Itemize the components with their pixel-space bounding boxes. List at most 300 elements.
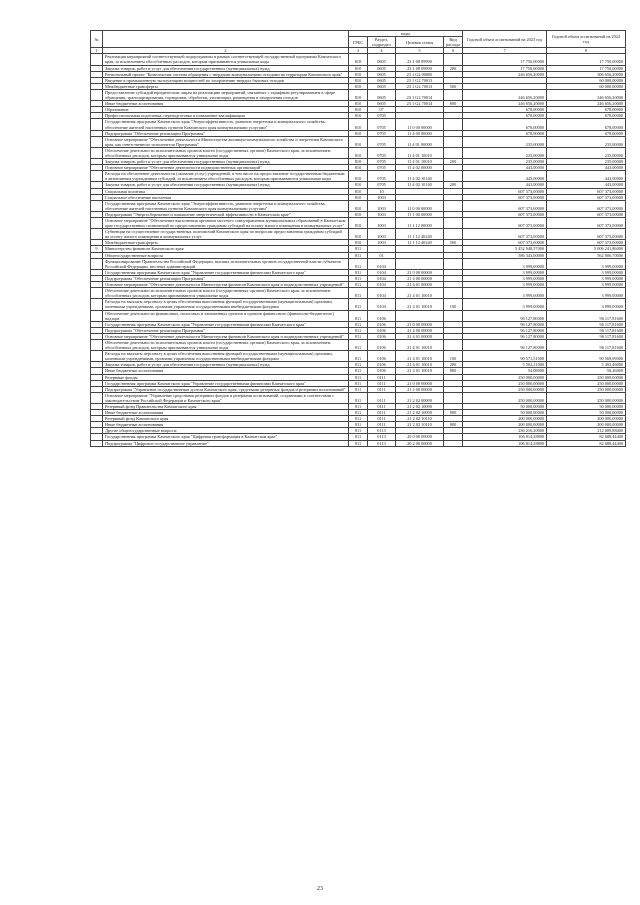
- amount-2024: 60 000,00000: [547, 77, 626, 83]
- section-code: 0104: [368, 288, 396, 299]
- column-index: 7: [463, 48, 547, 54]
- section-code: 0605: [368, 54, 396, 65]
- section-code: 0111: [368, 422, 396, 428]
- section-code: 0104: [368, 275, 396, 281]
- section-code: 1003: [368, 211, 396, 217]
- amount-2024: 17 750,00000: [547, 65, 626, 71]
- target-article-code: 20 2 00 00000: [396, 440, 444, 446]
- amount-2024: 607 373,00000: [547, 188, 626, 194]
- amount-2023: 3 999,00000: [463, 275, 547, 281]
- amount-2023: 607 373,00000: [463, 229, 547, 240]
- amount-2024: 96 117,81600: [547, 333, 626, 339]
- expense-name: Закупка товаров, работ и услуг для обеспечения государственных (муниципальных) нужд: [103, 362, 349, 368]
- amount-2023: 3 999,00000: [463, 258, 547, 269]
- section-code: 0106: [368, 368, 396, 374]
- section-code: 0111: [368, 416, 396, 422]
- target-article-code: 21 2 02 10090: [396, 404, 444, 410]
- expense-name: Межбюджетные трансферты: [103, 240, 349, 246]
- expense-name: Государственная программа Камчатского края "Управление государственными финансами Камчатского края": [103, 321, 349, 327]
- expense-name: Региональный проект "Комплексная система обращения с твердыми коммунальными отходами на территории Камчатского края": [103, 71, 349, 77]
- header-cs: Целевая статья: [396, 37, 444, 48]
- expense-name: Подпрограмма "Управление государственным долгом Камчатского края, средствами резервных фондов и резервами ассигнований": [103, 386, 349, 392]
- expense-name: Социальная политика: [103, 188, 349, 194]
- amount-2023: 678,00000: [463, 113, 547, 119]
- amount-2023: 678,00000: [463, 130, 547, 136]
- amount-2024: 96 117,81600: [547, 310, 626, 321]
- column-index: 2: [103, 48, 349, 54]
- grbs-code: 810: [349, 240, 368, 246]
- amount-2024: 5 006 241,86000: [547, 246, 626, 252]
- amount-2023: 443,00000: [463, 182, 547, 188]
- expense-type-code: 200: [444, 159, 463, 165]
- section-code: 0106: [368, 362, 396, 368]
- expense-name: Государственная программа Камчатского края "Управление государственными финансами Камчатского края": [103, 269, 349, 275]
- section-code: 0605: [368, 83, 396, 89]
- expense-type-code: [444, 440, 463, 446]
- section-code: 0705: [368, 147, 396, 158]
- grbs-code: 810: [349, 119, 368, 130]
- row-number: [91, 136, 103, 147]
- table-row: [91, 54, 626, 65]
- target-article-code: 11 4 00 00000: [396, 130, 444, 136]
- expense-type-code: 100: [444, 351, 463, 362]
- target-article-code: [396, 258, 444, 269]
- expense-name: Подпрограмма "Обеспечение реализации Программы": [103, 327, 349, 333]
- target-article-code: [396, 310, 444, 321]
- target-article-code: 23 1 G2 70014: [396, 89, 444, 100]
- amount-2024: 250 000,00000: [547, 380, 626, 386]
- header-2024: Годовой объем ассигнований на 2024 год: [547, 31, 626, 48]
- grbs-code: 811: [349, 282, 368, 288]
- target-article-code: 20 0 00 00000: [396, 434, 444, 440]
- amount-2023: 106 814,28800: [463, 440, 547, 446]
- header-grbs: ГРБС: [349, 37, 368, 48]
- expense-type-code: [444, 218, 463, 229]
- amount-2024: 96 117,81600: [547, 321, 626, 327]
- grbs-code: 811: [349, 327, 368, 333]
- amount-2024: 306 656,20000: [547, 71, 626, 77]
- grbs-code: 811: [349, 252, 368, 258]
- expense-name: Расходы на выплаты персоналу в целях обеспечения выполнения функций государственными (муниципальными) органами, казенными учреждениями, органами управления государственными внебюджетными фондами: [103, 299, 349, 310]
- target-article-code: 21 2 02 10090: [396, 410, 444, 416]
- grbs-code: 811: [349, 416, 368, 422]
- row-number: [91, 171, 103, 182]
- row-number: [91, 147, 103, 158]
- expense-name: Предоставление субсидий юридическим лицам на реализацию мероприятий, связанных с тарифным регулированием в сфере обращения, транспортирования, сортировки, обработки, утилизации, размещения и захоронения отходов: [103, 89, 349, 100]
- grbs-code: 810: [349, 101, 368, 107]
- target-article-code: 21 4 01 00000: [396, 333, 444, 339]
- section-code: 0111: [368, 374, 396, 380]
- grbs-code: 811: [349, 380, 368, 386]
- amount-2024: 96 117,81600: [547, 339, 626, 350]
- amount-2024: 82 688,44400: [547, 434, 626, 440]
- section-code: 0705: [368, 159, 396, 165]
- target-article-code: 11 4 01 10010: [396, 147, 444, 158]
- amount-2024: 50 000,00000: [547, 410, 626, 416]
- target-article-code: 21 4 00 00000: [396, 275, 444, 281]
- grbs-code: 811: [349, 422, 368, 428]
- row-number: [91, 299, 103, 310]
- amount-2024: 562 806,70000: [547, 252, 626, 258]
- amount-2024: 17 750,00000: [547, 54, 626, 65]
- target-article-code: 11 1 12 40240: [396, 240, 444, 246]
- target-article-code: 11 1 12 00000: [396, 218, 444, 229]
- target-article-code: 23 1 G2 70014: [396, 101, 444, 107]
- amount-2023: 678,00000: [463, 119, 547, 130]
- amount-2024: 250 000,00000: [547, 392, 626, 403]
- expense-type-code: [444, 258, 463, 269]
- grbs-code: 811: [349, 310, 368, 321]
- section-code: 0106: [368, 333, 396, 339]
- row-number: 9: [91, 246, 103, 252]
- grbs-code: 811: [349, 275, 368, 281]
- target-article-code: 21 2 02 00000: [396, 392, 444, 403]
- amount-2023: 235,00000: [463, 147, 547, 158]
- expense-type-code: [444, 339, 463, 350]
- target-article-code: 23 1 G2 70013: [396, 83, 444, 89]
- amount-2024: 678,00000: [547, 113, 626, 119]
- target-article-code: 11 4 01 10010: [396, 159, 444, 165]
- amount-2024: 443,00000: [547, 165, 626, 171]
- amount-2023: 200 000,00000: [463, 416, 547, 422]
- expense-type-code: 800: [444, 410, 463, 416]
- grbs-code: 811: [349, 434, 368, 440]
- column-index: 1: [91, 48, 103, 54]
- expense-type-code: 200: [444, 65, 463, 71]
- target-article-code: 23 1 G2 70013: [396, 77, 444, 83]
- expense-name: Подпрограмма "Обеспечение реализации Программы": [103, 130, 349, 136]
- amount-2024: 3 999,00000: [547, 275, 626, 281]
- section-code: 0605: [368, 89, 396, 100]
- row-number: [91, 229, 103, 240]
- amount-2023: 250 000,00000: [463, 380, 547, 386]
- section-code: 0106: [368, 321, 396, 327]
- table-row: [91, 288, 626, 299]
- amount-2024: 443,00000: [547, 182, 626, 188]
- grbs-code: 811: [349, 368, 368, 374]
- section-code: 0106: [368, 351, 396, 362]
- table-header: [91, 31, 626, 54]
- section-code: 0111: [368, 404, 396, 410]
- section-code: 0113: [368, 434, 396, 440]
- section-code: 0605: [368, 71, 396, 77]
- amount-2024: 3 999,00000: [547, 282, 626, 288]
- grbs-code: 811: [349, 333, 368, 339]
- expense-name: Основное мероприятие "Обеспечение деятельности подведомственных организаций": [103, 165, 349, 171]
- target-article-code: 21 4 01 10010: [396, 362, 444, 368]
- target-article-code: 21 4 01 10010: [396, 351, 444, 362]
- table-row: [91, 392, 626, 403]
- target-article-code: 21 2 00 00000: [396, 386, 444, 392]
- expense-name: Подпрограмма "Цифровое государственное управление": [103, 440, 349, 446]
- expense-name: Государственная программа Камчатского края "Управление государственными финансами Камчатского края": [103, 380, 349, 386]
- expense-name: Межбюджетные трансферты: [103, 83, 349, 89]
- budget-table: [90, 30, 626, 447]
- table-row: [91, 136, 626, 147]
- expense-name: Введение в промышленную эксплуатацию мощностей по захоронению твердых бытовых отходов: [103, 77, 349, 83]
- expense-name: Расходы на выплаты персоналу в целях обеспечения выполнения функций государственными (муниципальными) органами, казенными учреждениями, органами управления государственными внебюджетными фондами: [103, 351, 349, 362]
- expense-type-code: 800: [444, 368, 463, 374]
- section-code: 0104: [368, 258, 396, 269]
- row-number: [91, 310, 103, 321]
- amount-2023: 106 814,28800: [463, 434, 547, 440]
- amount-2024: 607 373,00000: [547, 240, 626, 246]
- target-article-code: 11 4 02 10140: [396, 182, 444, 188]
- column-index: 4: [368, 48, 396, 54]
- section-code: 0705: [368, 136, 396, 147]
- expense-name: Расходы на обеспечение деятельности (оказание услуг) учреждений, в том числе на предоставление государственным бюджетным и автономным учреждениям субсидий, за исключением обособленных расходов, которым присваиваются уникальные коды: [103, 171, 349, 182]
- expense-type-code: 100: [444, 299, 463, 310]
- table-row: [91, 171, 626, 182]
- amount-2023: 50 000,00000: [463, 410, 547, 416]
- expense-name: Реализация мероприятий соответствующей подпрограммы в рамках соответствующей государственной программы Камчатского края, за исключением обособленных расходов, которым присваиваются уникальные коды: [103, 54, 349, 65]
- section-code: 1003: [368, 200, 396, 211]
- amount-2023: 200 000,00000: [463, 422, 547, 428]
- amount-2023: 246 656,20000: [463, 71, 547, 77]
- column-index: 6: [444, 48, 463, 54]
- expense-type-code: 800: [444, 422, 463, 428]
- section-code: 0106: [368, 310, 396, 321]
- grbs-code: 811: [349, 440, 368, 446]
- expense-name: Основное мероприятие "Обеспечение деятельности Министерства жилищно-коммунального хозяйства и энергетики Камчатского края, как ответственного исполнителя Программы": [103, 136, 349, 147]
- column-index: 5: [396, 48, 444, 54]
- expense-type-code: 500: [444, 240, 463, 246]
- table-body: [91, 54, 626, 446]
- expense-name: Государственная программа Камчатского края "Цифровая трансформация в Камчатском крае": [103, 434, 349, 440]
- amount-2024: 3 999,00000: [547, 269, 626, 275]
- amount-2023: 678,00000: [463, 107, 547, 113]
- grbs-code: 811: [349, 392, 368, 403]
- table-row: [91, 218, 626, 229]
- expense-name: Основное мероприятие "Управление средствами резервных фондов и резервами ассигнований, созданными в соответствии с законодательством Российской Федерации и Камчатского края": [103, 392, 349, 403]
- expense-name: Государственная программа Камчатского края "Энергоэффективность, развитие энергетики и коммунального хозяйства, обеспечение жителей населенных пунктов Камчатского края коммунальными услугами": [103, 200, 349, 211]
- amount-2023: 17 750,00000: [463, 65, 547, 71]
- grbs-code: 810: [349, 229, 368, 240]
- header-num: №: [91, 31, 103, 48]
- row-number: [91, 218, 103, 229]
- table-row: [91, 440, 626, 446]
- row-number: [91, 351, 103, 362]
- grbs-code: 810: [349, 130, 368, 136]
- amount-2023: 607 373,00000: [463, 211, 547, 217]
- target-article-code: 11 1 12 40240: [396, 229, 444, 240]
- header-2023: Годовой объем ассигнований на 2023 год: [463, 31, 547, 48]
- expense-name: Резервный фонд Правительства Камчатского края: [103, 404, 349, 410]
- section-code: 0705: [368, 165, 396, 171]
- grbs-code: 810: [349, 200, 368, 211]
- expense-type-code: 800: [444, 101, 463, 107]
- amount-2024: 3 999,00000: [547, 258, 626, 269]
- amount-2023: 96 127,80000: [463, 310, 547, 321]
- amount-2023: 607 373,00000: [463, 240, 547, 246]
- amount-2023: 5 502,21000: [463, 362, 547, 368]
- grbs-code: 811: [349, 410, 368, 416]
- amount-2024: 607 373,00000: [547, 194, 626, 200]
- amount-2023: 607 373,00000: [463, 218, 547, 229]
- amount-2023: 3 999,00000: [463, 288, 547, 299]
- section-code: 0104: [368, 299, 396, 310]
- grbs-code: 811: [349, 362, 368, 368]
- target-article-code: 21 0 00 00000: [396, 380, 444, 386]
- expense-name: Иные бюджетные ассигнования: [103, 101, 349, 107]
- amount-2024: 250 000,00000: [547, 374, 626, 380]
- grbs-code: 811: [349, 351, 368, 362]
- grbs-code: 810: [349, 77, 368, 83]
- grbs-code: 810: [349, 136, 368, 147]
- table-row: [91, 299, 626, 310]
- row-number: [91, 288, 103, 299]
- expense-name: Общегосударственные вопросы: [103, 252, 349, 258]
- grbs-code: 811: [349, 386, 368, 392]
- expense-name: Министерство финансов Камчатского края: [103, 246, 349, 252]
- target-article-code: 21 2 02 10110: [396, 422, 444, 428]
- target-article-code: 21 2 02 10110: [396, 416, 444, 422]
- amount-2024: 3 999,00000: [547, 299, 626, 310]
- row-number: [91, 392, 103, 403]
- grbs-code: 811: [349, 374, 368, 380]
- row-number: [91, 119, 103, 130]
- section-code: 0106: [368, 339, 396, 350]
- expense-name: Обеспечение деятельности исполнительных органов власти (государственных органов) Камчатского края, за исключением обособленных расходов, которым присваиваются уникальные коды: [103, 147, 349, 158]
- expense-name: Закупка товаров, работ и услуг для обеспечения государственных (муниципальных) нужд: [103, 182, 349, 188]
- expense-name: Обеспечение деятельности финансовых, налоговых и таможенных органов и органов финансового (финансово-бюджетного) надзора: [103, 310, 349, 321]
- section-code: 0605: [368, 101, 396, 107]
- expense-name: Обеспечение деятельности исполнительных органов власти (государственных органов) Камчатского края, за исключением обособленных расходов, которым присваиваются уникальные коды: [103, 288, 349, 299]
- target-article-code: 21 4 01 00000: [396, 282, 444, 288]
- header-codes: коды: [349, 31, 463, 37]
- expense-name: Подпрограмма "Энергосбережение и повышение энергетической эффективности в Камчатском крае": [103, 211, 349, 217]
- section-code: 0705: [368, 171, 396, 182]
- grbs-code: 810: [349, 218, 368, 229]
- amount-2023: 3 999,00000: [463, 299, 547, 310]
- amount-2024: 82 688,44400: [547, 440, 626, 446]
- target-article-code: 21 4 01 10010: [396, 299, 444, 310]
- section-code: 0605: [368, 65, 396, 71]
- grbs-code: 810: [349, 71, 368, 77]
- amount-2023: 607 373,00000: [463, 200, 547, 211]
- section-code: 0104: [368, 269, 396, 275]
- target-article-code: 21 0 00 00000: [396, 321, 444, 327]
- expense-name: Основное мероприятие "Обеспечение деятельности Министерства финансов Камчатского края и подведомственных учреждений": [103, 282, 349, 288]
- grbs-code: 810: [349, 165, 368, 171]
- amount-2023: 235,00000: [463, 136, 547, 147]
- amount-2023: 235,00000: [463, 159, 547, 165]
- amount-2023: 443,00000: [463, 165, 547, 171]
- expense-name: Другие общегосударственные вопросы: [103, 428, 349, 434]
- amount-2023: 250 000,00000: [463, 374, 547, 380]
- grbs-code: 810: [349, 188, 368, 194]
- section-code: 1003: [368, 218, 396, 229]
- target-article-code: 21 4 01 10010: [396, 368, 444, 374]
- grbs-code: 811: [349, 404, 368, 410]
- amount-2023: 96 127,80000: [463, 321, 547, 327]
- expense-type-code: [444, 229, 463, 240]
- grbs-code: 810: [349, 83, 368, 89]
- expense-type-code: [444, 119, 463, 130]
- grbs-code: 810: [349, 171, 368, 182]
- target-article-code: 11 1 00 00000: [396, 211, 444, 217]
- row-number: [91, 440, 103, 446]
- expense-name: Резервные фонды: [103, 374, 349, 380]
- grbs-code: 810: [349, 113, 368, 119]
- row-number: [91, 200, 103, 211]
- grbs-code: 811: [349, 299, 368, 310]
- amount-2024: 200 000,00000: [547, 416, 626, 422]
- amount-2024: 246 656,20000: [547, 101, 626, 107]
- expense-type-code: 500: [444, 83, 463, 89]
- amount-2023: 586 343,00000: [463, 252, 547, 258]
- expense-name: Обеспечение деятельности исполнительных органов власти (государственных органов) Камчатского края, за исключением обособленных расходов, которым присваиваются уникальные коды: [103, 339, 349, 350]
- target-article-code: 21 4 01 10010: [396, 288, 444, 299]
- amount-2023: 246 656,20000: [463, 101, 547, 107]
- expense-type-code: [444, 200, 463, 211]
- section-code: 0111: [368, 380, 396, 386]
- section-code: 0111: [368, 392, 396, 403]
- expense-type-code: [444, 54, 463, 65]
- grbs-code: 811: [349, 269, 368, 275]
- amount-2023: 3 999,00000: [463, 269, 547, 275]
- grbs-code: 810: [349, 89, 368, 100]
- target-article-code: 11 0 00 00000: [396, 200, 444, 211]
- table-row: [91, 310, 626, 321]
- grbs-code: 811: [349, 428, 368, 434]
- expense-name: Функционирование Правительства Российской Федерации, высших исполнительных органов государственной власти субъектов Российской Федерации, местных администраций: [103, 258, 349, 269]
- row-number: [91, 89, 103, 100]
- expense-name: Закупка товаров, работ и услуг для обеспечения государственных (муниципальных) нужд: [103, 159, 349, 165]
- section-code: 0106: [368, 327, 396, 333]
- amount-2024: 678,00000: [547, 119, 626, 130]
- section-code: 1003: [368, 194, 396, 200]
- expense-name: Образование: [103, 107, 349, 113]
- amount-2024: 607 373,00000: [547, 200, 626, 211]
- target-article-code: 11 4 02 10140: [396, 171, 444, 182]
- expense-type-code: [444, 392, 463, 403]
- target-article-code: 11 4 02 00000: [396, 165, 444, 171]
- section-code: 0705: [368, 130, 396, 136]
- target-article-code: 23 1 08 09990: [396, 65, 444, 71]
- grbs-code: 811: [349, 339, 368, 350]
- section-code: 10: [368, 188, 396, 194]
- grbs-code: 811: [349, 288, 368, 299]
- grbs-code: 810: [349, 65, 368, 71]
- amount-2024: 3 999,00000: [547, 288, 626, 299]
- table-row: [91, 200, 626, 211]
- page-number: 23: [317, 886, 323, 892]
- expense-type-code: 200: [444, 182, 463, 188]
- amount-2023: 236 216,20000: [463, 428, 547, 434]
- table-row: [91, 339, 626, 350]
- amount-2023: 246 656,20000: [463, 89, 547, 100]
- table-row: [91, 147, 626, 158]
- section-code: 1003: [368, 229, 396, 240]
- amount-2023: 607 373,00000: [463, 188, 547, 194]
- amount-2024: 235,00000: [547, 147, 626, 158]
- amount-2023: 96 127,80000: [463, 333, 547, 339]
- section-code: 0605: [368, 77, 396, 83]
- grbs-code: 810: [349, 159, 368, 165]
- target-article-code: 21 0 00 00000: [396, 269, 444, 275]
- expense-name: Субвенции на осуществление государственных полномочий Камчатского края по вопросам предоставления гражданам субсидий на оплату жилого помещения и коммунальных услуг: [103, 229, 349, 240]
- grbs-code: 810: [349, 147, 368, 158]
- amount-2024: 212 689,88400: [547, 428, 626, 434]
- table-row: [91, 229, 626, 240]
- section-code: 0111: [368, 386, 396, 392]
- amount-2024: 5 492,46000: [547, 362, 626, 368]
- section-code: 01: [368, 252, 396, 258]
- amount-2024: 200 000,00000: [547, 422, 626, 428]
- grbs-code: 811: [349, 258, 368, 269]
- expense-type-code: [444, 89, 463, 100]
